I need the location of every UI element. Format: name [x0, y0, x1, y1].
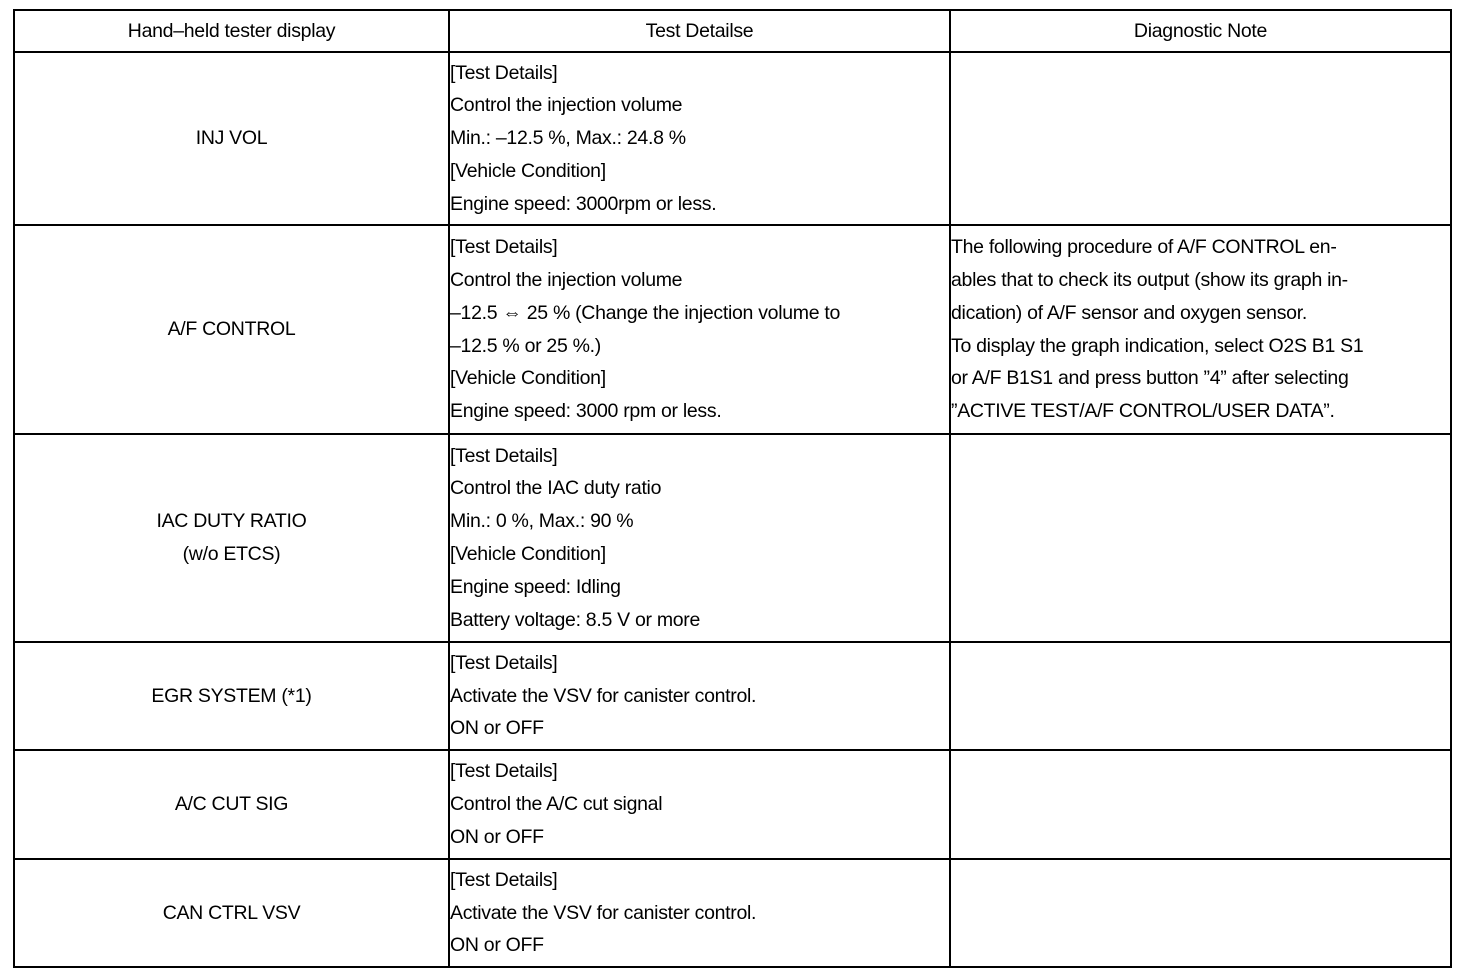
detail-line: [Test Details]: [450, 236, 558, 259]
detail-line: Engine speed: 3000rpm or less.: [450, 192, 717, 215]
detail-line: Engine speed: Idling: [450, 575, 621, 598]
note-line: To display the graph indication, select O2S B1 S1: [951, 334, 1364, 357]
test-details-cell: [449, 859, 950, 967]
tester-display-cell: [14, 642, 449, 750]
detail-line: [Test Details]: [450, 868, 558, 891]
tester-display-text: A/F CONTROL: [167, 318, 296, 340]
diagnostic-note-cell: [950, 642, 1451, 750]
table-row: [14, 52, 1451, 225]
test-details-cell: [449, 225, 950, 434]
tester-display-subtext: (w/o ETCS): [182, 543, 281, 565]
detail-line: ON or OFF: [450, 717, 544, 740]
note-line: ”ACTIVE TEST/A/F CONTROL/USER DATA”.: [951, 400, 1335, 423]
detail-line: [Vehicle Condition]: [450, 159, 606, 182]
detail-line: –12.5 ⇔ 25 % (Change the injection volume to: [450, 301, 841, 324]
detail-line: ON or OFF: [450, 825, 544, 848]
header-diagnostic-note: Diagnostic Note: [950, 10, 1451, 52]
note-line: The following procedure of A/F CONTROL en-: [951, 236, 1337, 259]
tester-display-cell: [14, 52, 449, 225]
detail-line: [Vehicle Condition]: [450, 367, 606, 390]
note-line: dication) of A/F sensor and oxygen sensor.: [951, 301, 1307, 324]
diagnostic-note-cell: [950, 225, 1451, 434]
detail-line: Activate the VSV for canister control.: [450, 901, 757, 924]
detail-line: [Test Details]: [450, 444, 558, 467]
detail-line: –12.5 % or 25 %.): [450, 334, 601, 357]
detail-line: [Test Details]: [450, 61, 558, 84]
detail-line: [Test Details]: [450, 760, 558, 783]
header-test-details: Test Detailse: [449, 10, 950, 52]
detail-line: Battery voltage: 8.5 V or more: [450, 608, 701, 631]
table-row: [14, 859, 1451, 967]
detail-line: [Test Details]: [450, 651, 558, 674]
detail-line: Engine speed: 3000 rpm or less.: [450, 400, 722, 423]
header-tester-display: Hand–held tester display: [14, 10, 449, 52]
tester-display-cell: [14, 434, 449, 642]
active-test-table: [13, 9, 1452, 968]
detail-line: Control the A/C cut signal: [450, 793, 663, 816]
tester-display-cell: [14, 859, 449, 967]
tester-display-cell: [14, 225, 449, 434]
note-line: or A/F B1S1 and press button ”4” after selecting: [951, 367, 1349, 390]
tester-display-text: INJ VOL: [195, 127, 268, 149]
tester-display-cell: [14, 750, 449, 859]
detail-line: Activate the VSV for canister control.: [450, 684, 757, 707]
note-line: ables that to check its output (show its graph in-: [951, 268, 1348, 291]
detail-line: Control the injection volume: [450, 268, 683, 291]
test-details-cell: [449, 52, 950, 225]
diagnostic-note-cell: [950, 859, 1451, 967]
tester-display-text: A/C CUT SIG: [174, 793, 289, 815]
tester-display-text: IAC DUTY RATIO: [156, 510, 307, 532]
diagnostic-note-cell: [950, 434, 1451, 642]
table-row: [14, 225, 1451, 434]
detail-line: ON or OFF: [450, 934, 544, 957]
test-details-cell: [449, 750, 950, 859]
detail-line: [Vehicle Condition]: [450, 543, 606, 565]
tester-display-text: CAN CTRL VSV: [162, 901, 301, 924]
table-row: [14, 750, 1451, 859]
header-row: [14, 10, 1451, 52]
detail-line: Control the IAC duty ratio: [450, 477, 662, 500]
test-details-cell: [449, 642, 950, 750]
table-row: [14, 434, 1451, 642]
tester-display-text: EGR SYSTEM (*1): [151, 684, 312, 707]
diagnostic-note-cell: [950, 52, 1451, 225]
table-row: [14, 642, 1451, 750]
detail-line: Min.: 0 %, Max.: 90 %: [450, 510, 634, 533]
detail-line: Control the injection volume: [450, 94, 683, 117]
detail-line: Min.: –12.5 %, Max.: 24.8 %: [450, 127, 686, 150]
diagnostic-note-cell: [950, 750, 1451, 859]
test-details-cell: [449, 434, 950, 642]
